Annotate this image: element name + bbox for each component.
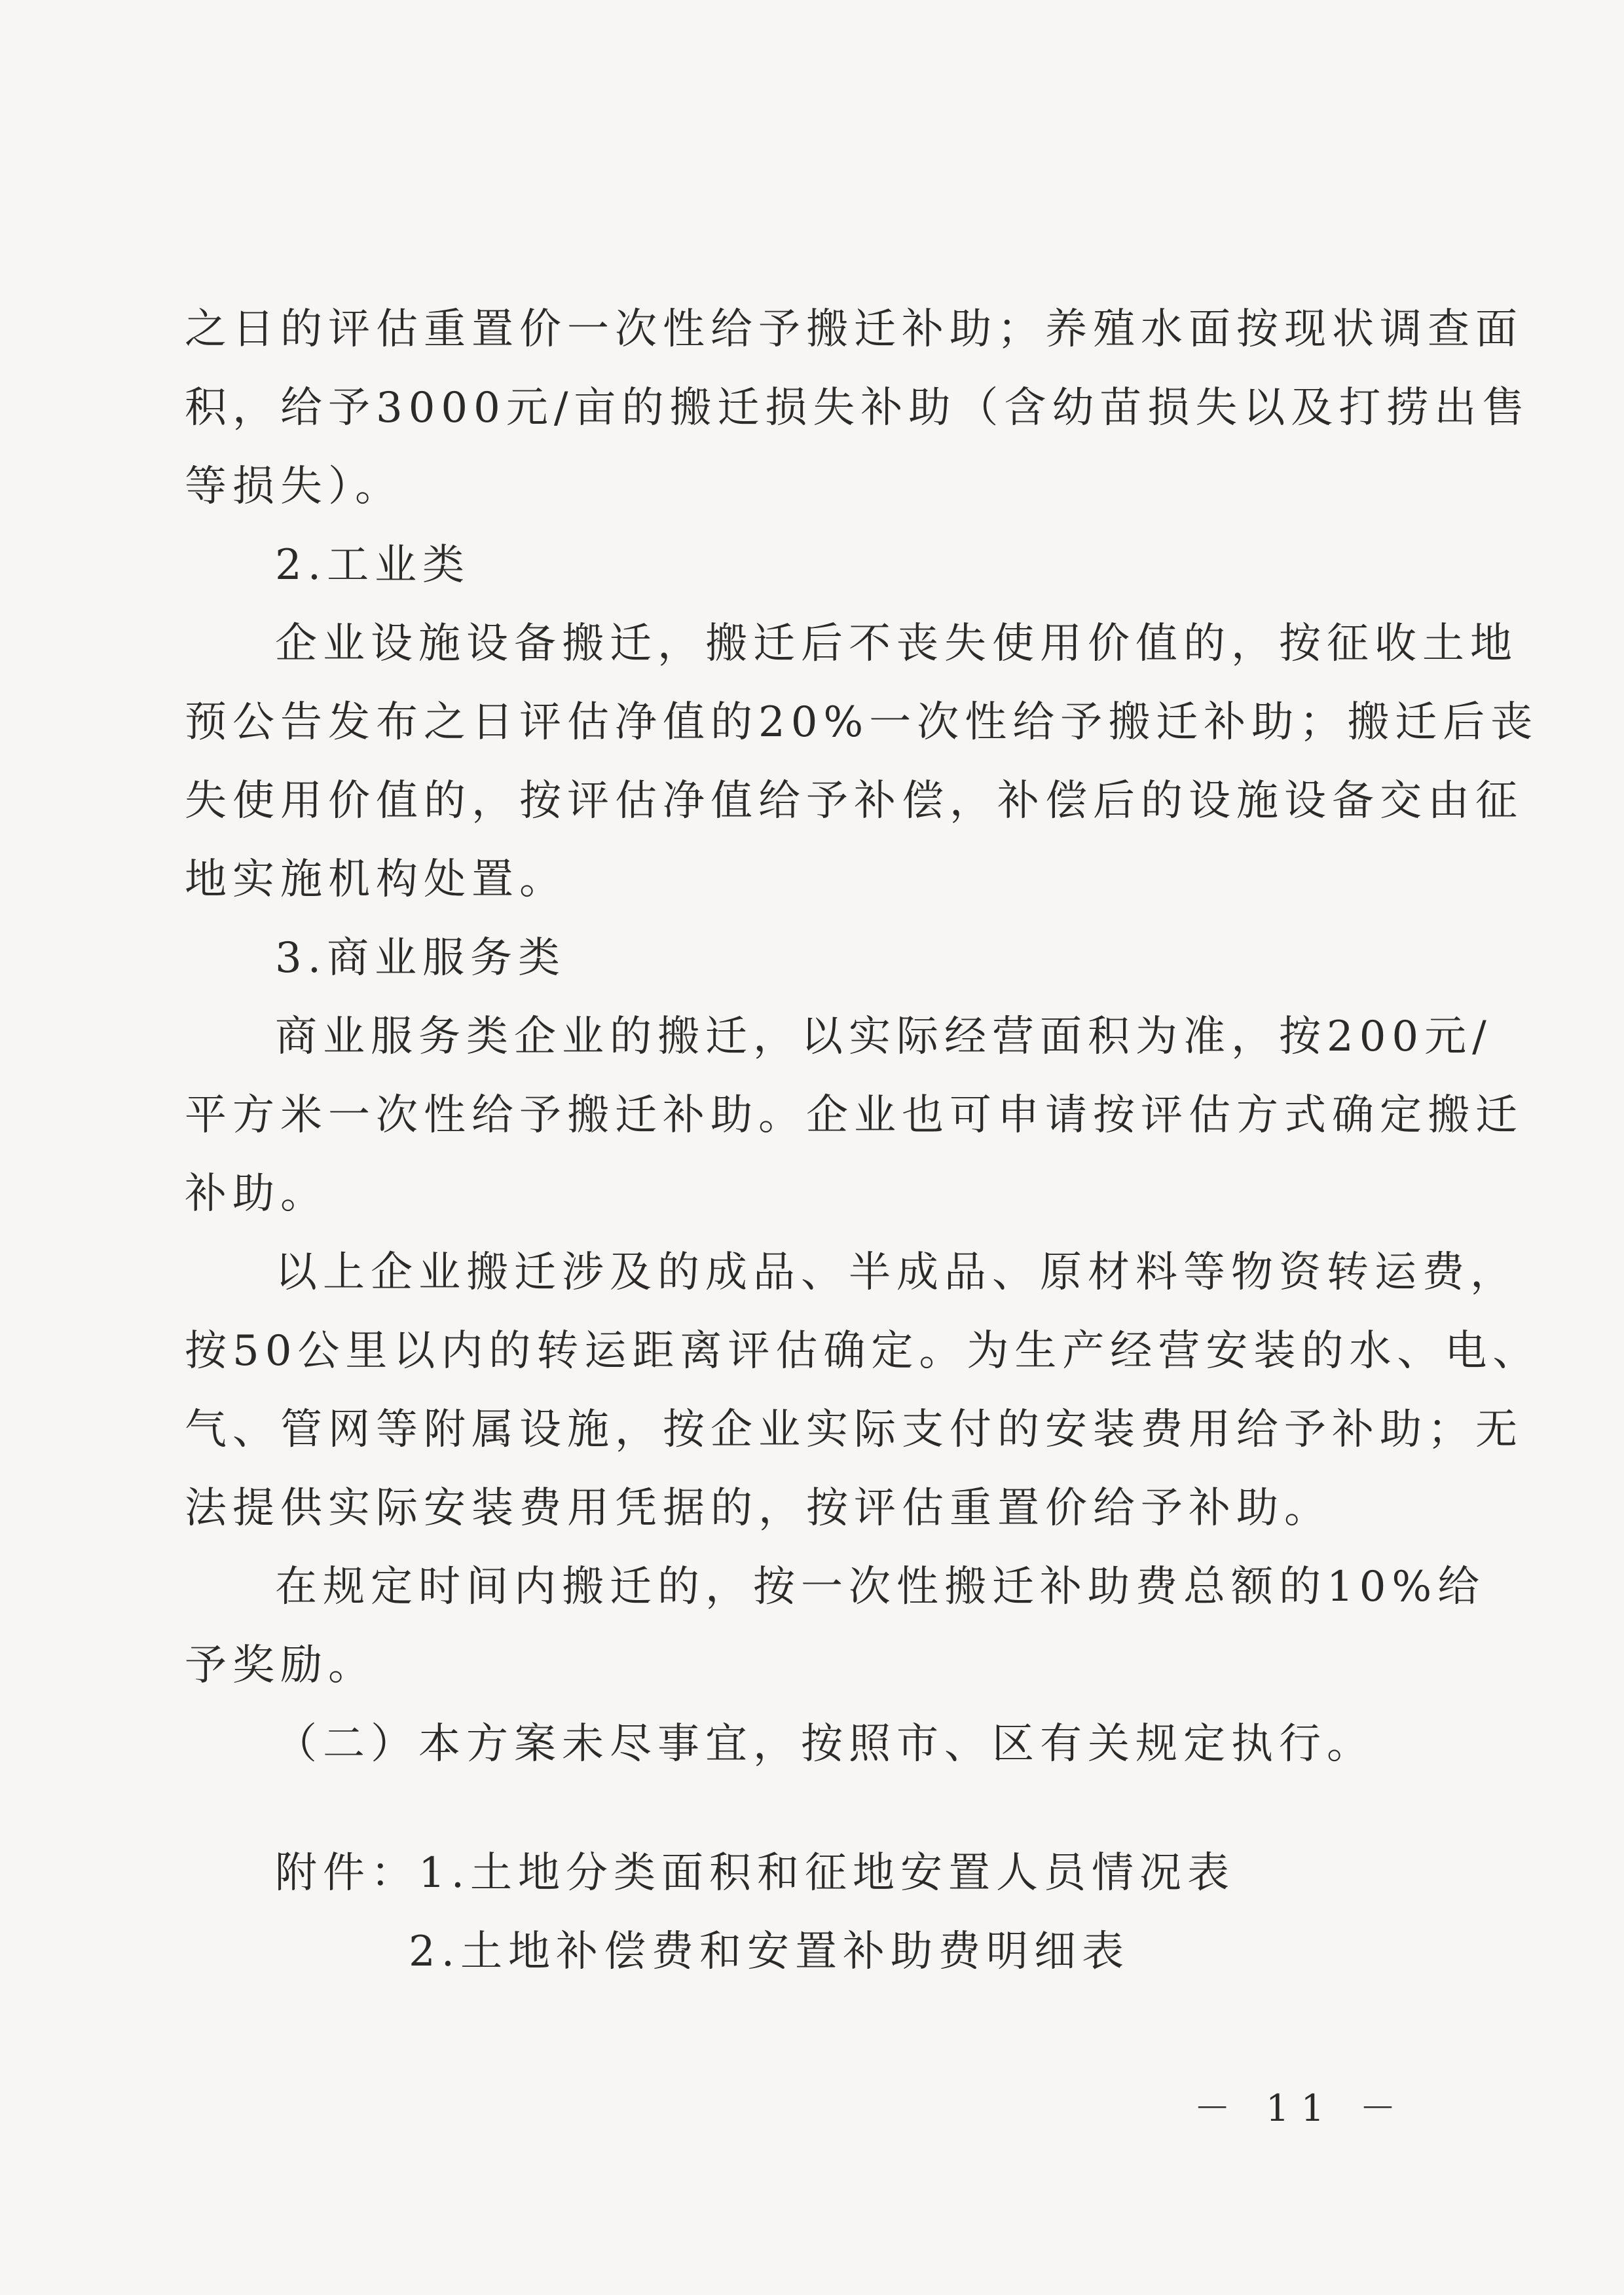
body-line: 按50公里以内的转运距离评估确定。为生产经营安装的水、电、 <box>185 1327 1541 1375</box>
attachment-item: 2.土地补偿费和安置补助费明细表 <box>409 1928 1130 1976</box>
body-line: 商业服务类企业的搬迁，以实际经营面积为准，按200元/ <box>275 1013 1492 1061</box>
body-line: 予奖励。 <box>185 1641 376 1690</box>
body-line: 法提供实际安装费用凭据的，按评估重置价给予补助。 <box>185 1484 1332 1533</box>
body-line: 企业设施设备搬迁，搬迁后不丧失使用价值的，按征收土地 <box>275 620 1518 668</box>
section-heading-commercial: 3.商业服务类 <box>275 934 566 982</box>
body-line: 以上企业搬迁涉及的成品、半成品、原材料等物资转运费， <box>275 1248 1518 1297</box>
body-line: 地实施机构处置。 <box>185 855 567 904</box>
body-line: （二）本方案未尽事宜，按照市、区有关规定执行。 <box>275 1720 1375 1768</box>
body-line: 气、管网等附属设施，按企业实际支付的安装费用给予补助；无 <box>185 1406 1523 1454</box>
body-line: 补助。 <box>185 1170 328 1218</box>
section-heading-industrial: 2.工业类 <box>275 541 471 589</box>
body-line: 在规定时间内搬迁的，按一次性搬迁补助费总额的10%给 <box>275 1563 1486 1611</box>
body-line: 之日的评估重置价一次性给予搬迁补助；养殖水面按现状调查面 <box>185 305 1523 354</box>
body-line: 预公告发布之日评估净值的20%一次性给予搬迁补助；搬迁后丧 <box>185 698 1539 747</box>
attachment-item: 附件：1.土地分类面积和征地安置人员情况表 <box>275 1849 1236 1897</box>
body-line: 平方米一次性给予搬迁补助。企业也可申请按评估方式确定搬迁 <box>185 1091 1523 1140</box>
body-line: 失使用价值的，按评估净值给予补偿，补偿后的设施设备交由征 <box>185 777 1523 825</box>
page-number: － 11 － <box>1194 2087 1408 2130</box>
body-line: 积，给予3000元/亩的搬迁损失补助（含幼苗损失以及打捞出售 <box>185 384 1530 432</box>
body-line: 等损失）。 <box>185 462 403 511</box>
